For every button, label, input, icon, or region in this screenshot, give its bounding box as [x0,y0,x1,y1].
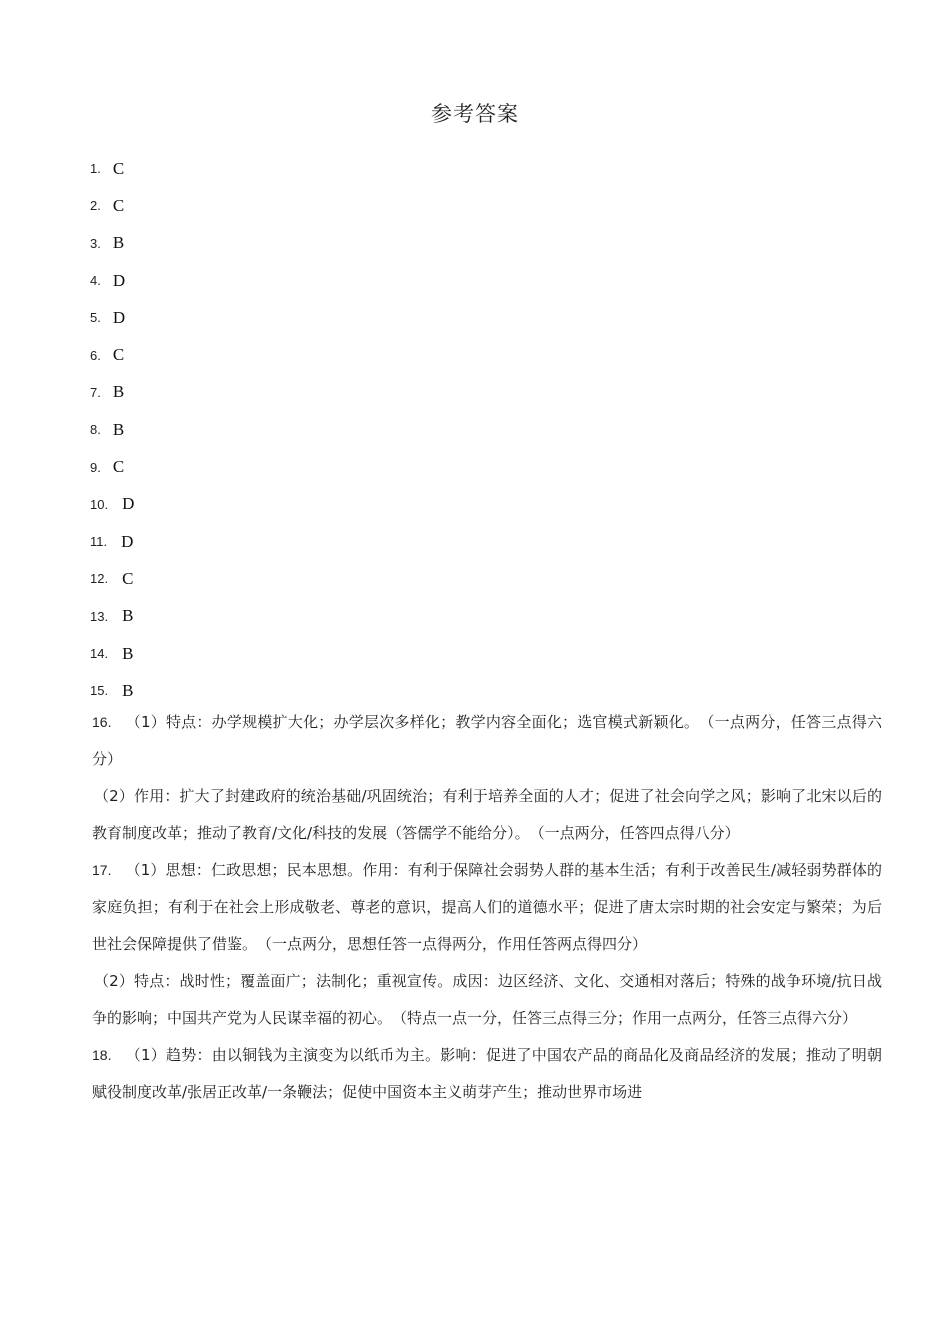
question-number: 8. [90,422,101,438]
answer-letter: B [112,233,125,253]
choice-answer-item [90,560,490,597]
question-number: 10. [90,496,109,512]
choice-answer-list [90,150,490,709]
question-number: 3. [90,235,101,251]
question-number: 5. [90,310,101,326]
answer-text: （2）特点：战时性；覆盖面广；法制化；重视宣传。成因：边区经济、文化、交通相对落后；特殊的战争环境/抗日战争的影响；中国共产党为人民谋幸福的初心。 （特点一点一分，任答三点得三分；作用一点两分，任答三点得六分） [92,972,882,1027]
answer-letter: D [112,307,126,327]
choice-answer-item [90,187,490,224]
choice-answer-item [90,150,490,187]
choice-answer-item [90,523,490,560]
question-16-part-2 [92,778,882,852]
answer-letter: D [112,270,126,290]
answer-text: （1）思想：仁政思想；民本思想。作用：有利于保障社会弱势人群的基本生活；有利于改善民生/减轻弱势群体的家庭负担；有利于在社会上形成敬老、尊老的意识，提高人们的道德水平；促进了唐太宗时期的社会安定与繁荣；为后世社会保障提供了借鉴。 （一点两分，思想任答一点得两分，作用任答两点得四分） [92,861,882,953]
choice-answer-item [90,374,490,411]
answer-text: （1）特点：办学规模扩大化；办学层次多样化；教学内容全面化；选官模式新颖化。 （一点两分，任答三点得六分） [92,713,882,768]
answer-letter: B [122,680,134,700]
question-16-part-1 [92,704,882,778]
choice-answer-item [90,299,490,336]
question-number: 7. [90,384,101,400]
choice-answer-item [90,225,490,262]
choice-answer-item [90,486,490,523]
answer-letter: C [112,158,125,178]
choice-answer-item [90,448,490,485]
question-number: 6. [90,347,101,363]
answer-letter: D [121,531,134,551]
question-number: 17. [92,862,112,878]
question-17-part-1 [92,852,882,963]
essay-answers [92,704,882,1111]
question-number: 4. [90,273,101,289]
choice-answer-item [90,635,490,672]
question-18-part-1 [92,1037,882,1111]
choice-answer-item [90,598,490,635]
answer-text: （2）作用：扩大了封建政府的统治基础/巩固统治；有利于培养全面的人才；促进了社会向学之风；影响了北宋以后的教育制度改革；推动了教育/文化/科技的发展（答儒学不能给分）。 （一点两分，任答四点得八分） [92,787,882,842]
answer-letter: B [122,643,134,663]
question-number: 2. [90,198,101,214]
choice-answer-item [90,411,490,448]
question-number: 12. [90,571,109,587]
answer-letter: B [122,606,134,626]
answer-letter: C [112,195,125,215]
question-number: 18. [92,1047,112,1063]
question-number: 13. [90,608,109,624]
answer-letter: D [122,494,135,514]
choice-answer-item [90,336,490,373]
question-number: 14. [90,646,109,661]
answer-letter: B [112,419,125,439]
question-number: 11. [90,534,108,550]
question-17-part-2 [92,963,882,1037]
answer-text: （1）趋势：由以铜钱为主演变为以纸币为主。影响：促进了中国农产品的商品化及商品经济的发展；推动了明朝赋役制度改革/张居正改革/一条鞭法；促使中国资本主义萌芽产生；推动世界市场进 [92,1046,882,1101]
question-number: 15. [90,683,109,699]
choice-answer-item [90,262,490,299]
answer-letter: C [112,457,125,477]
question-number: 9. [90,459,101,475]
page-title: 参考答案 [431,102,519,126]
answer-letter: C [122,568,134,588]
question-number: 1. [90,161,101,177]
answer-letter: B [112,382,125,402]
question-number: 16. [92,714,112,730]
answer-letter: C [112,345,125,365]
